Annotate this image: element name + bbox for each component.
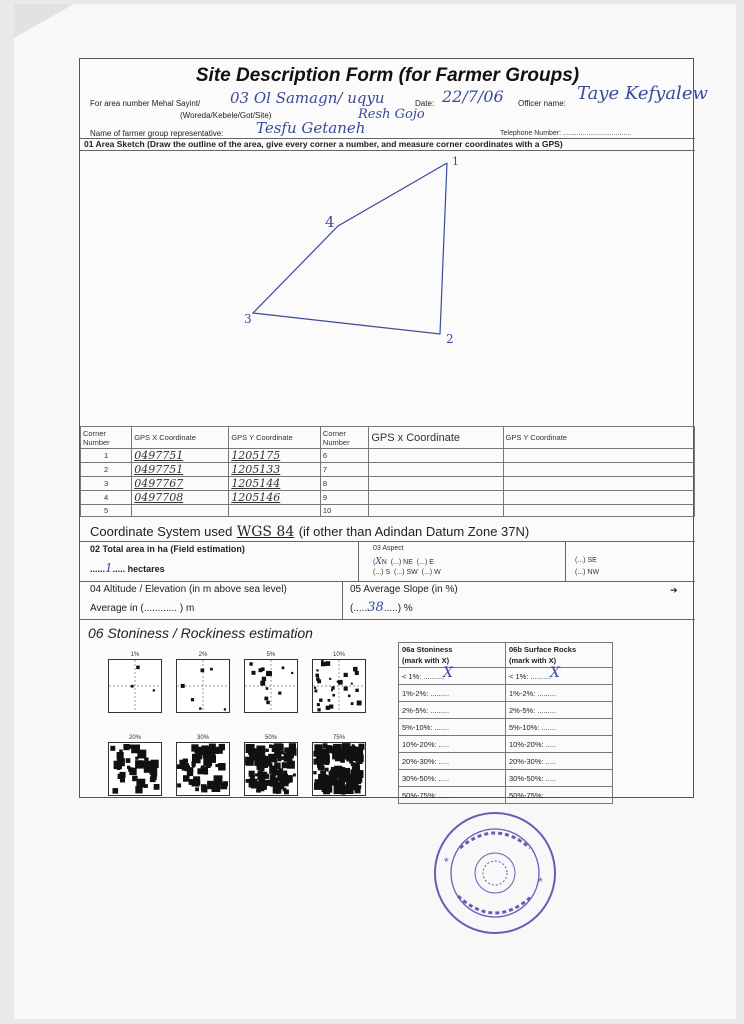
altitude-value[interactable]: Average in (............ ) m bbox=[90, 603, 195, 614]
header-corner-number-2: Corner Number bbox=[320, 427, 368, 449]
option-label: 20%-30%: ..... bbox=[402, 756, 450, 766]
option-label: 10%-20%: ..... bbox=[509, 739, 557, 749]
area-value[interactable]: 1 bbox=[105, 561, 113, 575]
selected-mark: X bbox=[443, 665, 453, 681]
header-gps-x-2: GPS x Coordinate bbox=[369, 427, 503, 449]
area-sketch bbox=[80, 151, 695, 426]
stoniness-row bbox=[399, 685, 695, 702]
col-a-sub: (mark with X) bbox=[402, 656, 450, 665]
gps-x-2-cell[interactable] bbox=[369, 463, 503, 477]
option-label: 2%-5%: ......... bbox=[509, 705, 557, 715]
stoniness-option[interactable] bbox=[399, 685, 506, 702]
corner-number-2-cell: 10 bbox=[320, 505, 368, 517]
arrow-icon: ➔ bbox=[670, 585, 678, 595]
date-label: Date: bbox=[415, 99, 435, 108]
rep-value[interactable]: Tesfu Getaneh bbox=[256, 119, 366, 137]
sketch-label: 01 Area Sketch (Draw the outline of the area, give every corner a number, and measure corner coordinates with a GPS) bbox=[84, 139, 563, 149]
table-row bbox=[81, 463, 695, 477]
option-label: 10%-20%: ..... bbox=[402, 739, 450, 749]
corner-number-2-cell: 9 bbox=[320, 491, 368, 505]
gps-x-2-cell[interactable] bbox=[369, 491, 503, 505]
stoniness-row bbox=[399, 702, 695, 719]
option-label: 5%-10%: ....... bbox=[402, 722, 450, 732]
stoniness-reference-box bbox=[312, 735, 366, 796]
corner-label-2: 2 bbox=[446, 332, 454, 346]
divider bbox=[358, 541, 359, 581]
reference-percent-label: 30% bbox=[196, 735, 209, 741]
stoniness-option[interactable] bbox=[399, 665, 506, 685]
area-number-label: For area number Mehal Sayint/ bbox=[90, 99, 201, 108]
surface-rocks-option[interactable] bbox=[506, 719, 613, 736]
coord-system-value[interactable]: WGS 84 bbox=[236, 524, 295, 540]
area-field bbox=[90, 561, 165, 575]
divider bbox=[80, 541, 695, 542]
header-gps-x: GPS X Coordinate bbox=[132, 427, 229, 449]
corner-label-1: 1 bbox=[452, 155, 459, 168]
corner-number-cell: 5 bbox=[81, 505, 132, 517]
area-number-value[interactable]: 03 Ol Samagn/ uqyu bbox=[230, 89, 385, 107]
officer-value[interactable]: Taye Kefyalew bbox=[577, 83, 708, 104]
option-label: < 1%: .......... bbox=[402, 671, 445, 681]
slope-label: 05 Average Slope (in %) bbox=[350, 584, 458, 595]
coord-system-prefix: Coordinate System used bbox=[90, 524, 233, 539]
header-gps-y: GPS Y Coordinate bbox=[229, 427, 321, 449]
table-row bbox=[81, 505, 695, 517]
gps-y-cell[interactable]: 1205133 bbox=[229, 463, 321, 477]
corner-number-2-cell: 6 bbox=[320, 449, 368, 463]
slope-open: ( bbox=[350, 603, 354, 614]
slope-close: ) % bbox=[397, 603, 413, 614]
surface-rocks-option[interactable] bbox=[506, 770, 613, 787]
slope-field: (.....38.....) % bbox=[350, 600, 413, 615]
stoniness-reference-box bbox=[176, 652, 230, 713]
gps-y-cell[interactable]: 1205175 bbox=[229, 449, 321, 463]
table-row bbox=[81, 491, 695, 505]
corner-label-4: 4 bbox=[325, 213, 335, 231]
rep-label: Name of farmer group representative: bbox=[90, 129, 224, 138]
divider bbox=[342, 581, 343, 619]
surface-rocks-option[interactable] bbox=[506, 787, 613, 804]
reference-percent-label: 2% bbox=[198, 652, 208, 658]
stoniness-reference-box bbox=[244, 735, 298, 796]
stoniness-row bbox=[399, 668, 695, 685]
stoniness-reference-box bbox=[108, 652, 162, 713]
gps-y-2-cell[interactable] bbox=[503, 505, 694, 517]
reference-percent-label: 50% bbox=[264, 735, 277, 741]
surface-rocks-option[interactable] bbox=[506, 665, 613, 685]
option-label: 1%-2%: ......... bbox=[509, 688, 557, 698]
corner-number-cell: 3 bbox=[81, 477, 132, 491]
gps-x-cell[interactable]: 0497751 bbox=[132, 449, 229, 463]
surface-rocks-option[interactable] bbox=[506, 702, 613, 719]
stoniness-option[interactable] bbox=[399, 719, 506, 736]
surface-rocks-option[interactable] bbox=[506, 685, 613, 702]
surface-rocks-header bbox=[506, 643, 613, 668]
phone-label: Telephone Number: ................................... bbox=[500, 130, 632, 137]
stone-pattern bbox=[245, 743, 297, 795]
surface-rocks-option[interactable] bbox=[506, 736, 613, 753]
col-a-header: 06a Stoniness bbox=[402, 645, 453, 654]
area-unit: ..... hectares bbox=[112, 564, 165, 574]
folded-corner bbox=[14, 4, 74, 38]
stoniness-row bbox=[399, 753, 695, 770]
aspect-s[interactable]: (...) S bbox=[373, 569, 391, 576]
svg-text:*: * bbox=[444, 855, 449, 869]
aspect-se[interactable]: (...) SE bbox=[575, 557, 597, 564]
gps-x-2-cell[interactable] bbox=[369, 449, 503, 463]
aspect-sw[interactable]: (...) SW bbox=[394, 569, 418, 576]
stoniness-option[interactable] bbox=[399, 753, 506, 770]
gps-y-2-cell[interactable] bbox=[503, 477, 694, 491]
official-stamp bbox=[430, 808, 560, 938]
surface-rocks-option[interactable] bbox=[506, 753, 613, 770]
coord-system bbox=[90, 523, 529, 541]
stone-pattern bbox=[245, 660, 297, 712]
gps-x-2-cell[interactable] bbox=[369, 477, 503, 491]
table-row bbox=[81, 477, 695, 491]
aspect-n: N bbox=[381, 559, 387, 566]
option-label: 5%-10%: ....... bbox=[509, 722, 557, 732]
area-label: 02 Total area in ha (Field estimation) bbox=[90, 544, 245, 554]
slope-value[interactable]: 38 bbox=[367, 600, 384, 615]
gps-y-cell[interactable]: 1205144 bbox=[229, 477, 321, 491]
aspect-row-1 bbox=[373, 557, 434, 567]
coord-system-suffix: (if other than Adindan Datum Zone 37N) bbox=[298, 524, 530, 539]
divider bbox=[80, 619, 695, 620]
stoniness-title: 06 Stoniness / Rockiness estimation bbox=[88, 625, 313, 641]
col-b-header: 06b Surface Rocks bbox=[509, 645, 577, 654]
selected-mark: X bbox=[550, 665, 560, 681]
aspect-w[interactable]: (...) W bbox=[421, 569, 441, 576]
date-value[interactable]: 22/7/06 bbox=[442, 87, 504, 106]
stoniness-option[interactable] bbox=[399, 736, 506, 753]
stoniness-reference-box bbox=[108, 735, 162, 796]
stoniness-reference-box bbox=[244, 652, 298, 713]
gps-y-cell[interactable]: 1205146 bbox=[229, 491, 321, 505]
gps-x-cell[interactable]: 0497751 bbox=[132, 463, 229, 477]
gps-x-cell[interactable]: 0497767 bbox=[132, 477, 229, 491]
aspect-n-open: ( bbox=[373, 559, 376, 566]
option-label: 30%-50%: ..... bbox=[402, 773, 450, 783]
header-corner-number: Corner Number bbox=[81, 427, 132, 449]
officer-label: Officer name: bbox=[518, 99, 566, 108]
divider bbox=[565, 541, 566, 581]
aspect-nw[interactable]: (...) NW bbox=[575, 569, 600, 576]
stoniness-row bbox=[399, 719, 695, 736]
corner-number-2-cell: 7 bbox=[320, 463, 368, 477]
gps-x-2-cell[interactable] bbox=[369, 505, 503, 517]
aspect-label: 03 Aspect bbox=[373, 545, 404, 552]
stoniness-row bbox=[399, 787, 695, 804]
form-title: Site Description Form (for Farmer Groups) bbox=[195, 65, 580, 86]
stone-pattern bbox=[109, 743, 161, 795]
stone-pattern bbox=[177, 743, 229, 795]
option-label: 50%-75%: ..... bbox=[402, 790, 450, 800]
corner-number-cell: 4 bbox=[81, 491, 132, 505]
aspect-e[interactable]: (...) E bbox=[416, 559, 434, 566]
gps-y-2-cell[interactable] bbox=[503, 491, 694, 505]
option-label: 1%-2%: ......... bbox=[402, 688, 450, 698]
stone-pattern bbox=[313, 743, 365, 795]
altitude-label: 04 Altitude / Elevation (in m above sea level) bbox=[90, 584, 287, 595]
area-sub-value[interactable]: Resh Gojo bbox=[358, 107, 425, 122]
reference-percent-label: 10% bbox=[332, 652, 345, 658]
stoniness-header bbox=[399, 643, 506, 668]
stoniness-option[interactable] bbox=[399, 770, 506, 787]
reference-percent-label: 1% bbox=[130, 652, 140, 658]
stone-pattern bbox=[109, 660, 161, 712]
stoniness-table bbox=[398, 642, 695, 804]
option-label: 30%-50%: ..... bbox=[509, 773, 557, 783]
area-dots: ...... bbox=[90, 564, 106, 574]
reference-percent-label: 75% bbox=[332, 735, 345, 741]
divider bbox=[80, 581, 695, 582]
gps-y-2-cell[interactable] bbox=[503, 449, 694, 463]
site-description-form bbox=[79, 58, 708, 800]
stone-pattern bbox=[313, 660, 365, 712]
gps-y-cell[interactable] bbox=[229, 505, 321, 517]
gps-x-cell[interactable]: 0497708 bbox=[132, 491, 229, 505]
corner-number-2-cell: 8 bbox=[320, 477, 368, 491]
stoniness-row bbox=[399, 736, 695, 753]
option-label: < 1%: .......... bbox=[509, 671, 552, 681]
option-label: 20%-30%: ..... bbox=[509, 756, 557, 766]
aspect-n-mark[interactable]: X bbox=[375, 557, 382, 567]
stoniness-reference-box bbox=[312, 652, 366, 713]
gps-x-cell[interactable] bbox=[132, 505, 229, 517]
header-gps-y-2: GPS Y Coordinate bbox=[503, 427, 694, 449]
aspect-row-2 bbox=[373, 569, 441, 576]
stone-pattern bbox=[177, 660, 229, 712]
coordinates-table bbox=[80, 426, 695, 517]
stoniness-option[interactable] bbox=[399, 702, 506, 719]
gps-y-2-cell[interactable] bbox=[503, 463, 694, 477]
stoniness-row bbox=[399, 770, 695, 787]
table-row bbox=[81, 449, 695, 463]
corner-number-cell: 1 bbox=[81, 449, 132, 463]
corner-label-3: 3 bbox=[244, 312, 252, 326]
stoniness-option[interactable] bbox=[399, 787, 506, 804]
option-label: 2%-5%: ......... bbox=[402, 705, 450, 715]
stoniness-reference-box bbox=[176, 735, 230, 796]
woreda-label: (Woreda/Kebele/Got/Site) bbox=[180, 111, 272, 120]
col-b-sub: (mark with X) bbox=[509, 656, 557, 665]
corner-number-cell: 2 bbox=[81, 463, 132, 477]
aspect-ne[interactable]: (...) NE bbox=[390, 559, 413, 566]
option-label: 50%-75%: ..... bbox=[509, 790, 557, 800]
reference-percent-label: 20% bbox=[128, 735, 141, 741]
svg-text:*: * bbox=[538, 875, 543, 889]
reference-percent-label: 5% bbox=[266, 652, 276, 658]
